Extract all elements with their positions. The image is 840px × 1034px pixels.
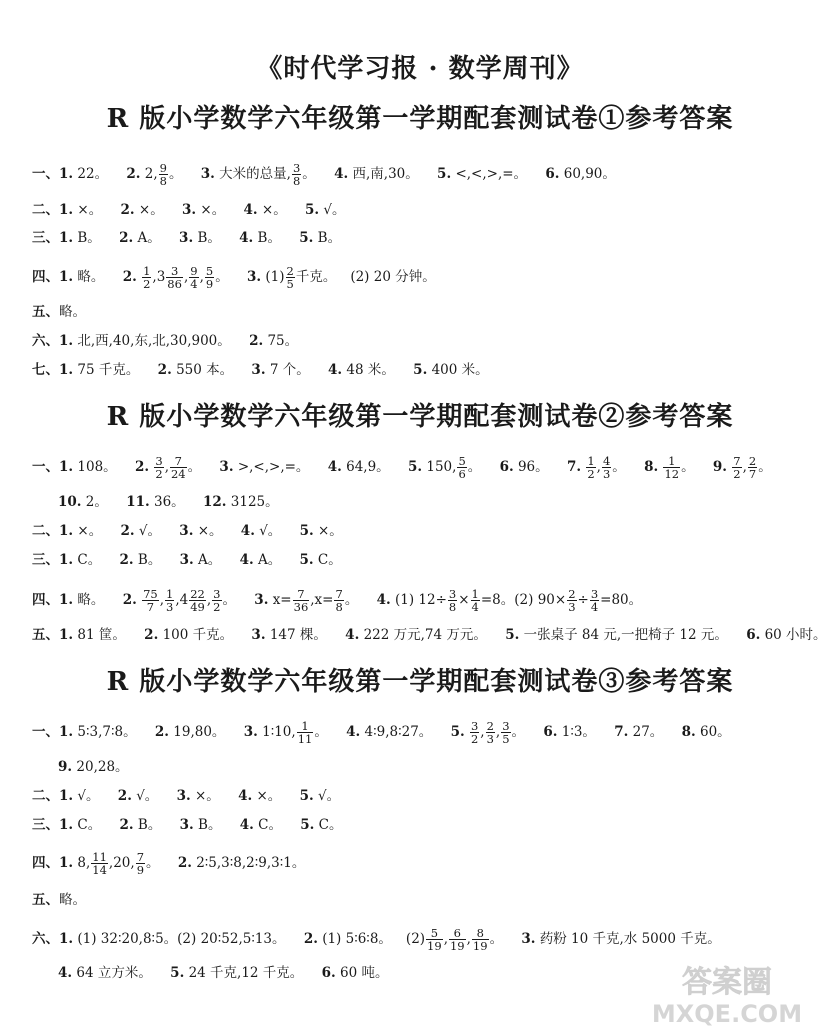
- fraction: $\frac{7}{8}$: [335, 587, 343, 614]
- s2-part-3: 三、1. C。 2. B。 3. A。 4. A。 5. C。: [32, 552, 342, 568]
- answer: 60,90。: [563, 166, 616, 182]
- fraction: $\frac{2}{3}$: [568, 587, 576, 614]
- fraction: $\frac{22}{49}$: [190, 587, 205, 614]
- fraction: $\frac{7}{9}$: [136, 850, 145, 877]
- fraction: $\frac{9}{4}$: [190, 264, 198, 291]
- fraction: $\frac{4}{3}$: [602, 454, 611, 481]
- s1-part-2: 二、1. ×。 2. ×。 3. ×。 4. ×。 5. √。: [32, 202, 346, 218]
- part-label: 六、1.: [32, 931, 74, 947]
- part-label: 五、1.: [32, 627, 74, 643]
- fraction: $\frac{75}{7}$: [143, 587, 158, 614]
- fraction: $\frac{3}{8}$: [448, 587, 457, 614]
- fraction: $\frac{3}{86}$: [167, 264, 182, 291]
- fraction: $\frac{5}{19}$: [427, 926, 442, 953]
- watermark-logo: [632, 958, 822, 1028]
- s1-part-1: 一、1. 22。 2. 2, $\frac{9}{8}$ 。 3. 大米的总量, $\frac{3}{8}$ 。 4. 西,南,30。 5. <,<,>,=。 6. 60,90。: [32, 161, 616, 188]
- s2-part-1: 一、1. 108。 2. $\frac{3}{2}$ , $\frac{7}{24}$ 。 3. >,<,>,=。 4. 64,9。 5. 150, $\frac{5}{6}$ 。 6. 96。 7. $\frac{1}{2}$ , $\frac{4}{3}$ 。 8. $\frac{1}{12}$ 。 9. $\frac{7}{2}$ , $\frac{2}{7}$ 。: [32, 454, 772, 481]
- fraction: $\frac{8}{19}$: [472, 926, 488, 953]
- fraction: $\frac{2}{3}$: [486, 719, 494, 746]
- s1-part-4: 四、1. 略。 2. $\frac{1}{2}$ ,3 $\frac{3}{86}$ , $\frac{9}{4}$ , $\frac{5}{9}$ 。 3. (1) $\frac{2}{5}$ 千克。 (2) 20 分钟。: [32, 264, 436, 291]
- s1-part-3: 三、1. B。 2. A。 3. B。 4. B。 5. B。: [32, 230, 342, 246]
- fraction: $\frac{3}{8}$: [292, 161, 301, 188]
- question-number: 4.: [334, 166, 349, 182]
- s1-part-5: 五、略。: [32, 304, 86, 320]
- fraction: $\frac{3}{2}$: [155, 454, 163, 481]
- part-label: 二、1.: [32, 523, 74, 539]
- s1-part-6: 六、1. 北,西,40,东,北,30,900。 2. 75。: [32, 333, 299, 349]
- fraction: $\frac{6}{19}$: [449, 926, 465, 953]
- part-label: 三、1.: [32, 817, 74, 833]
- part-label: 五、: [32, 892, 59, 908]
- part-label: 五、: [32, 304, 59, 320]
- answer: 西,南,30。: [352, 166, 419, 182]
- fraction: $\frac{2}{7}$: [748, 454, 757, 481]
- part-label: 三、1.: [32, 230, 74, 246]
- fraction: $\frac{7}{24}$: [170, 454, 186, 481]
- fraction: $\frac{3}{2}$: [213, 587, 221, 614]
- s3-part-5: 五、略。: [32, 892, 86, 908]
- fraction: $\frac{9}{8}$: [159, 161, 167, 188]
- fraction: $\frac{5}{6}$: [458, 454, 466, 481]
- s2-part-4: 四、1. 略。 2. $\frac{75}{7}$ , $\frac{1}{3}$ ,4 $\frac{22}{49}$ , $\frac{3}{2}$ 。 3. x= $\frac{7}{36}$ ,x= $\frac{7}{8}$ 。 4. (1) 12÷ $\frac{3}{8}$ × $\frac{1}{4}$ =8。(2) 90× $\frac{2}{3}$ ÷ $\frac{3}{4}$ =80。: [32, 587, 643, 614]
- part-label: 一、1.: [32, 724, 74, 740]
- s3-part-2: 二、1. √。 2. √。 3. ×。 4. ×。 5. √。: [32, 788, 341, 804]
- part-label: 七、1.: [32, 362, 74, 378]
- answer: 2,: [144, 166, 158, 182]
- part-label: 六、1.: [32, 333, 74, 349]
- s2-part-1-cont: 10. 2。 11. 36。 12. 3125。: [58, 494, 279, 510]
- fraction: $\frac{11}{14}$: [92, 850, 107, 877]
- part-label: 四、1.: [32, 592, 74, 608]
- question-number: 2.: [126, 166, 141, 182]
- fraction: $\frac{3}{2}$: [470, 719, 479, 746]
- part-label: 一、1.: [32, 459, 74, 475]
- part-label: 二、1.: [32, 202, 74, 218]
- part-label: 三、1.: [32, 552, 74, 568]
- question-number: 6.: [545, 166, 560, 182]
- question-number: 5.: [437, 166, 452, 182]
- watermark-text-2: MXQE.COM: [651, 1000, 803, 1028]
- document-title: 《时代学习报 · 数学周刊》: [256, 54, 584, 84]
- answer: 22。: [77, 166, 109, 182]
- s3-part-6-cont: 4. 64 立方米。 5. 24 千克,12 千克。 6. 60 吨。: [58, 965, 389, 981]
- part-label: 四、1.: [32, 269, 74, 285]
- fraction: $\frac{1}{4}$: [471, 587, 479, 614]
- part-label: 四、1.: [32, 855, 74, 871]
- section-3-title: R 版小学数学六年级第一学期配套测试卷③参考答案: [106, 667, 734, 697]
- s3-part-1: 一、1. 5∶3,7∶8。 2. 19,80。 3. 1∶10, $\frac{1}{11}$ 。 4. 4∶9,8∶27。 5. $\frac{3}{2}$ , $\frac{2}{3}$ , $\frac{3}{5}$ 。 6. 1∶3。 7. 27。 8. 60。: [32, 719, 731, 746]
- fraction: $\frac{3}{4}$: [590, 587, 599, 614]
- fraction: $\frac{1}{12}$: [664, 454, 680, 481]
- fraction: $\frac{7}{2}$: [733, 454, 741, 481]
- fraction: $\frac{1}{2}$: [587, 454, 595, 481]
- fraction: $\frac{5}{9}$: [205, 264, 214, 291]
- answer: <,<,>,=。: [455, 166, 528, 182]
- s1-part-7: 七、1. 75 千克。 2. 550 本。 3. 7 个。 4. 48 米。 5. 400 米。: [32, 362, 489, 378]
- s2-part-2: 二、1. ×。 2. √。 3. ×。 4. √。 5. ×。: [32, 523, 343, 539]
- s3-part-3: 三、1. C。 2. B。 3. B。 4. C。 5. C。: [32, 817, 343, 833]
- fraction: $\frac{1}{2}$: [143, 264, 151, 291]
- s2-part-5: 五、1. 81 筐。 2. 100 千克。 3. 147 棵。 4. 222 万元,74 万元。 5. 一张桌子 84 元,一把椅子 12 元。 6. 60 小时。: [32, 627, 827, 643]
- part-label: 一、1.: [32, 166, 74, 182]
- answer: 大米的总量,: [219, 166, 291, 182]
- section-1-title: R 版小学数学六年级第一学期配套测试卷①参考答案: [106, 104, 734, 134]
- s3-part-1-cont: 9. 20,28。: [58, 759, 129, 775]
- fraction: $\frac{2}{5}$: [286, 264, 294, 291]
- section-2-title: R 版小学数学六年级第一学期配套测试卷②参考答案: [106, 402, 734, 432]
- part-label: 二、1.: [32, 788, 74, 804]
- fraction: $\frac{3}{5}$: [502, 719, 510, 746]
- s3-part-6: 六、1. (1) 32∶20,8∶5。(2) 20∶52,5∶13。 2. (1) 5∶6∶8。 (2) $\frac{5}{19}$ , $\frac{6}{19}$ , $\frac{8}{19}$ 。 3. 药粉 10 千克,水 5000 千克。: [32, 926, 721, 953]
- watermark-text-1: 答案圈: [682, 965, 772, 1000]
- question-number: 3.: [200, 166, 215, 182]
- fraction: $\frac{1}{3}$: [166, 587, 174, 614]
- s3-part-4: 四、1. 8, $\frac{11}{14}$ ,20, $\frac{7}{9}$ 。 2. 2∶5,3∶8,2∶9,3∶1。: [32, 850, 306, 877]
- fraction: $\frac{1}{11}$: [297, 719, 313, 746]
- fraction: $\frac{7}{36}$: [293, 587, 309, 614]
